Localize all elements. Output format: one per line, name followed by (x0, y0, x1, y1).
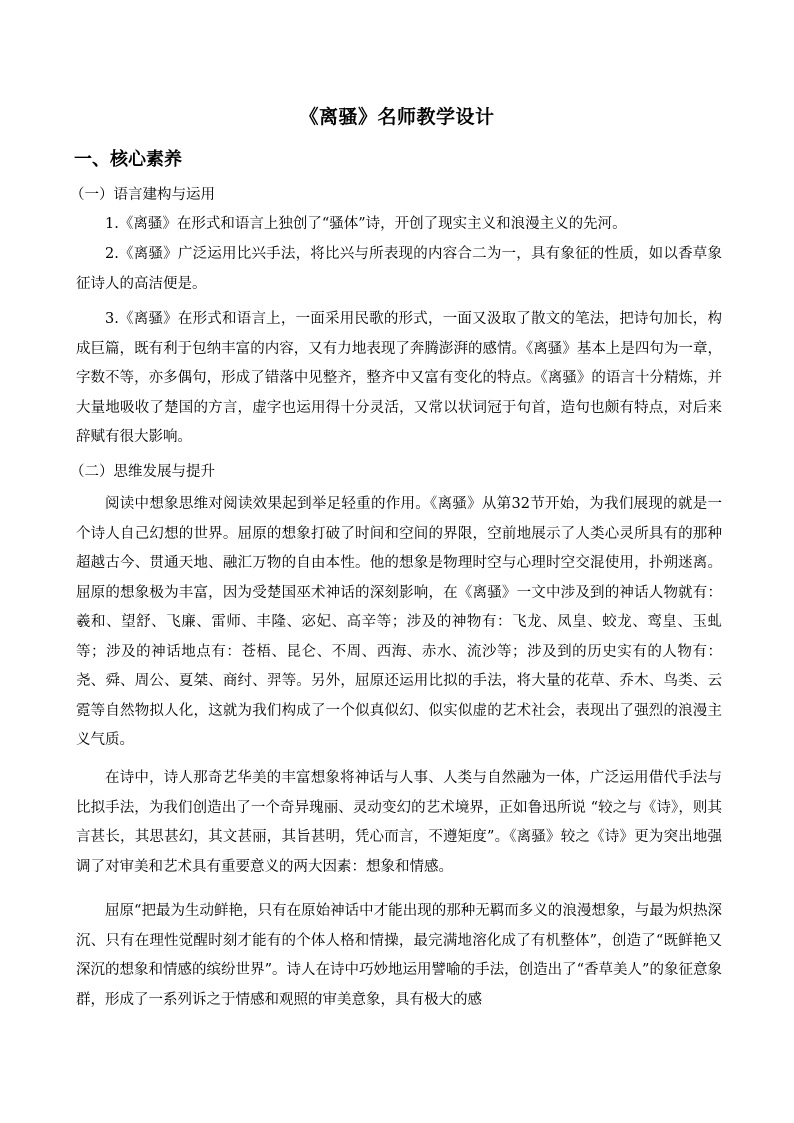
subsection-heading-language: （一）语言建构与运用 (70, 187, 215, 203)
section-heading-core-literacy: 一、核心素养 (74, 149, 182, 170)
paragraph-language-1: 1.《离骚》在形式和语言上独创了“骚体”诗，开创了现实主义和浪漫主义的先河。 (105, 216, 627, 232)
document-title: 《离骚》名师教学设计 (299, 106, 495, 128)
paragraph-language-2: 2.《离骚》广泛运用比兴手法，将比兴与所表现的内容合二为一，具有象征的性质，如以香草象征诗人的高洁便是。 (76, 246, 722, 292)
paragraph-thinking-1: 阅读中想象思维对阅读效果起到举足轻重的作用。《离骚》从第32节开始，为我们展现的就是一个诗人自己幻想的世界。屈原的想象打破了时间和空间的界限，空前地展示了人类心灵所具有的那种超越古今、贯通天地、融汇万物的自由本性。他的想象是物理时空与心理时空交混使用，扑朔迷离。屈原的想象极为丰富，因为受楚国巫术神话的深刻影响，在《离骚》一文中涉及到的神话人物就有：羲和、望舒、飞廉、雷师、丰隆、宓妃、高辛等；涉及的神物有：飞龙、凤皇、蛟龙、鸾皇、玉虬等；涉及的神话地点有：苍梧、昆仑、不周、西海、赤水、流沙等；涉及到的历史实有的人物有：尧、舜、周公、夏桀、商纣、羿等。另外，屈原还运用比拟的手法，将大量的花草、乔木、鸟类、云霓等自然物拟人化，这就为我们构成了一个似真似幻、似实似虚的艺术社会，表现出了强烈的浪漫主义气质。 (76, 496, 722, 748)
paragraph-language-3: 3.《离骚》在形式和语言上，一面采用民歌的形式，一面又汲取了散文的笔法，把诗句加长，构成巨篇，既有利于包纳丰富的内容，又有力地表现了奔腾澎湃的感情。《离骚》基本上是四句为一章，字数不等，亦多偶句，形成了错落中见整齐，整齐中又富有变化的特点。《离骚》的语言十分精炼，并大量地吸收了楚国的方言，虚字也运用得十分灵活，又常以状词冠于句首，造句也颇有特点，对后来辞赋有很大影响。 (76, 311, 722, 445)
paragraph-thinking-2: 在诗中，诗人那奇艺华美的丰富想象将神话与人事、人类与自然融为一体，广泛运用借代手法与比拟手法，为我们创造出了一个奇异瑰丽、灵动变幻的艺术境界，正如鲁迅所说 “较之与《诗》，则其言甚长，其思甚幻，其文甚丽，其旨甚明，凭心而言，不遵矩度”。《离骚》较之《诗》更为突出地强调了对审美和艺术具有重要意义的两大因素：想象和情感。 (76, 770, 722, 875)
subsection-heading-thinking: （二）思维发展与提升 (70, 464, 215, 480)
paragraph-thinking-3: 屈原“把最为生动鲜艳，只有在原始神话中才能出现的那种无羁而多义的浪漫想象，与最为炽热深沉、只有在理性觉醒时刻才能有的个体人格和情操，最完满地溶化成了有机整体”，创造了“既鲜艳又深沉的想象和情感的缤纷世界”。诗人在诗中巧妙地运用譬喻的手法，创造出了“香草美人”的象征意象群，形成了一系列诉之于情感和观照的审美意象，具有极大的感 (76, 903, 722, 1008)
